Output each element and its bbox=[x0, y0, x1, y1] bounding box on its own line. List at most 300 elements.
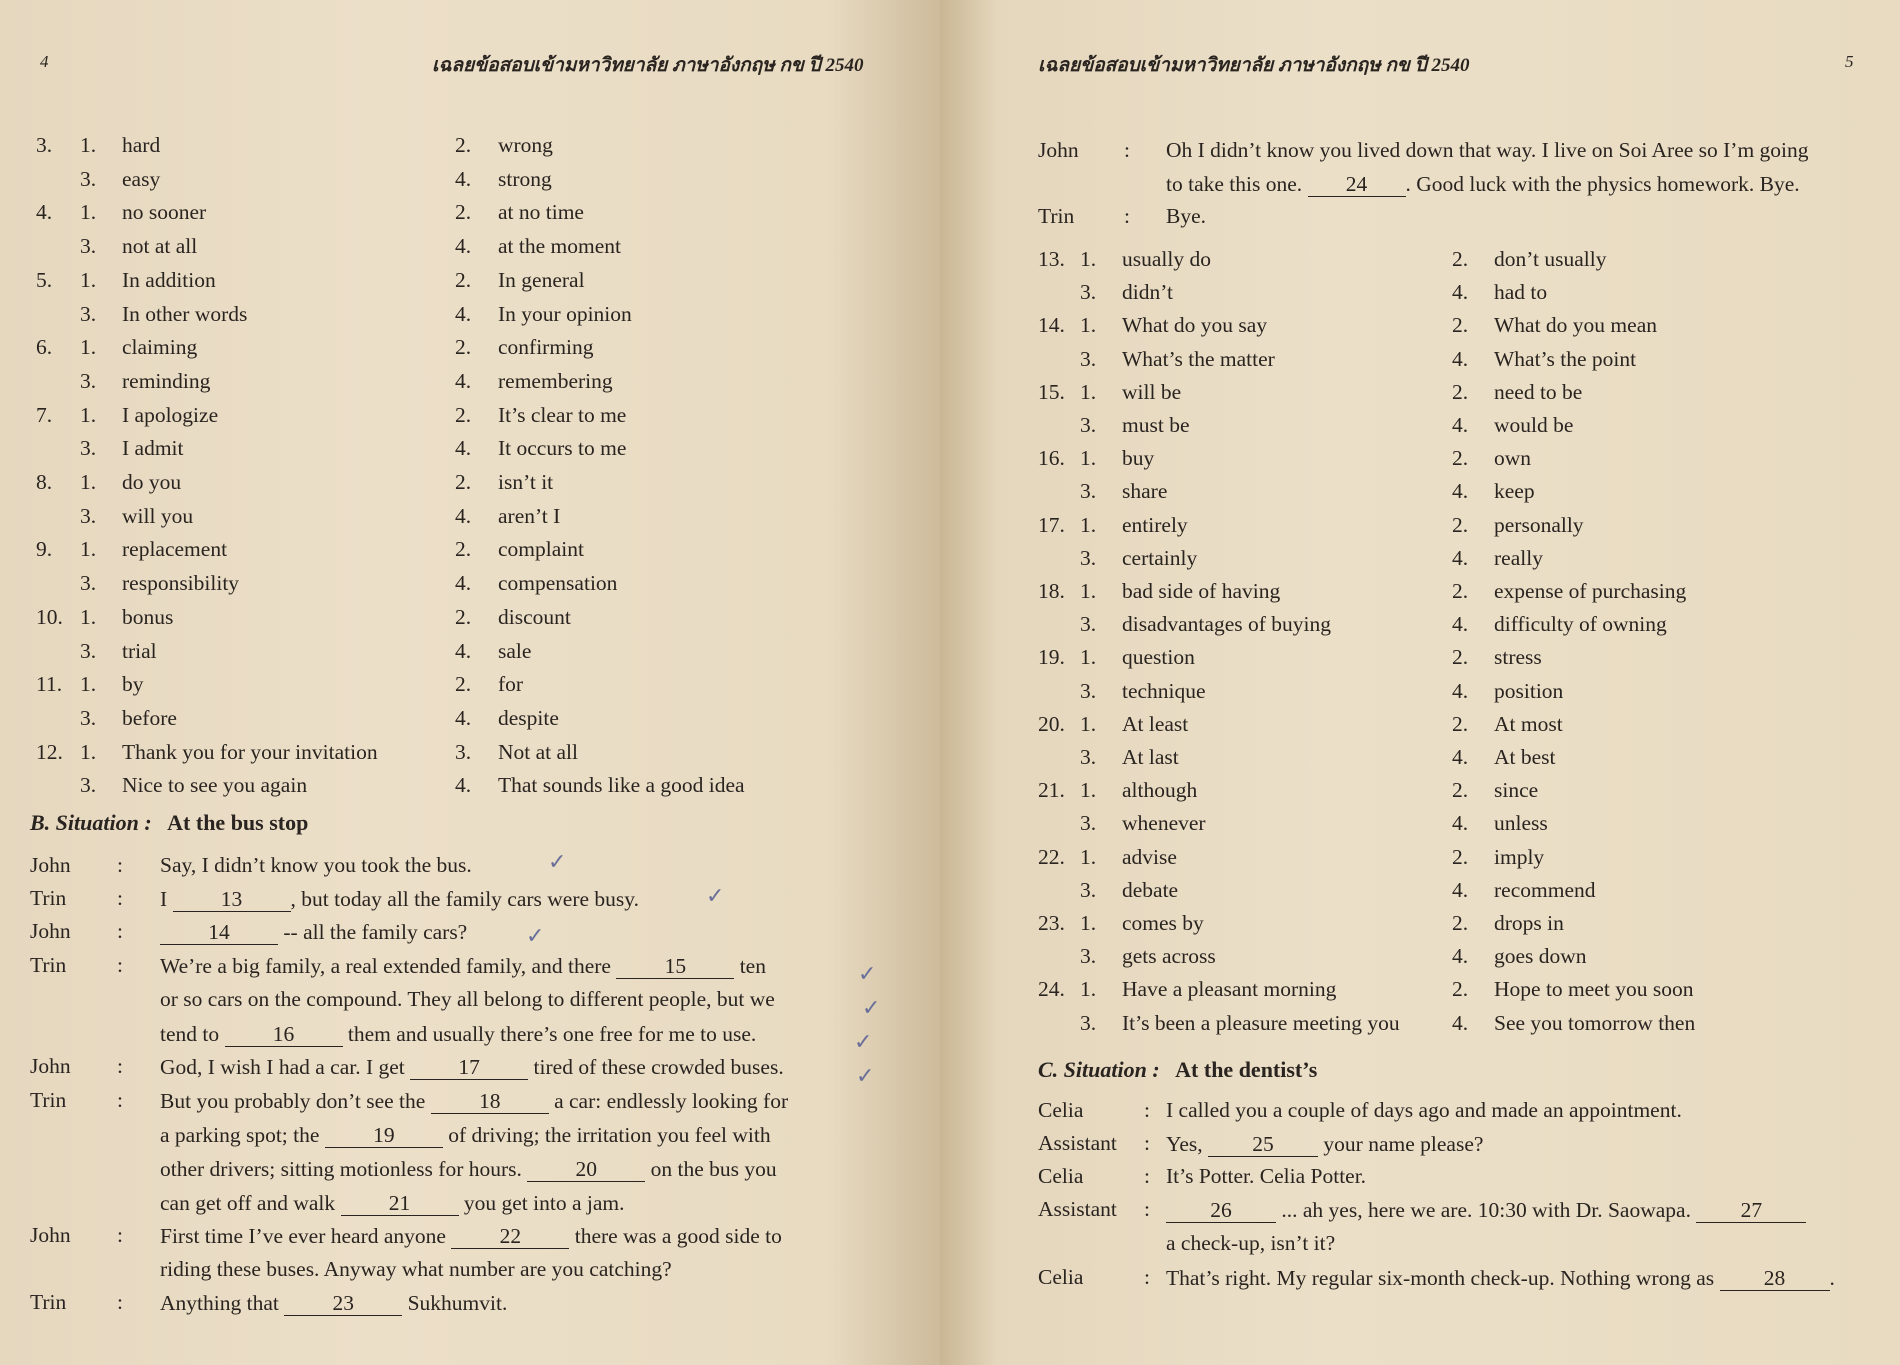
page-header: เฉลยข้อสอบเข้ามหาวิทยาลัย ภาษาอังกฤษ กข ปี 2540 bbox=[432, 55, 864, 76]
speaker-colon: : bbox=[117, 1054, 123, 1078]
question-number: 17. bbox=[1038, 512, 1065, 537]
speaker-name: Trin bbox=[30, 886, 67, 910]
dialogue-line bbox=[1166, 1267, 1835, 1291]
option-text: entirely bbox=[1122, 512, 1188, 537]
option-number: 1. bbox=[1080, 911, 1097, 935]
dialogue-line bbox=[160, 855, 472, 877]
option-number: 4. bbox=[1452, 745, 1469, 769]
option-text: At least bbox=[1122, 711, 1189, 736]
option-text: wrong bbox=[498, 133, 553, 157]
option-number: 2. bbox=[1452, 313, 1469, 338]
option-number: 3. bbox=[80, 705, 97, 730]
option-number: 2. bbox=[455, 672, 472, 697]
option-text: It’s been a pleasure meeting you bbox=[1122, 1010, 1400, 1035]
option-text: At last bbox=[1122, 745, 1179, 769]
dialogue-text: We’re a big family, a real extended family, and there bbox=[160, 954, 617, 978]
dialogue-line bbox=[1166, 1133, 1483, 1157]
answer-blank: 24 bbox=[1308, 173, 1406, 197]
option-text: discount bbox=[498, 604, 571, 629]
option-text: imply bbox=[1494, 844, 1545, 869]
dialogue-line bbox=[160, 888, 639, 912]
option-number: 1. bbox=[1080, 579, 1097, 603]
option-text: remembering bbox=[498, 368, 613, 393]
answer-blank: 26 bbox=[1166, 1199, 1276, 1223]
option-number: 2. bbox=[455, 267, 472, 292]
option-text: usually do bbox=[1122, 247, 1211, 271]
option-text: personally bbox=[1494, 512, 1584, 537]
speaker-name: Trin bbox=[30, 953, 67, 977]
option-text: comes by bbox=[1122, 911, 1204, 935]
option-text: replacement bbox=[122, 537, 228, 562]
dialogue-line bbox=[160, 1292, 507, 1316]
answer-blank: 15 bbox=[616, 955, 734, 979]
question-number: 10. bbox=[36, 604, 63, 629]
question-number: 12. bbox=[36, 739, 63, 764]
option-text: would be bbox=[1494, 413, 1574, 437]
speaker-colon: : bbox=[117, 886, 123, 910]
answer-blank: 14 bbox=[160, 921, 278, 945]
section-title: At the bus stop bbox=[167, 810, 309, 835]
option-text: reminding bbox=[122, 368, 211, 393]
option-text: share bbox=[1122, 479, 1168, 504]
speaker-colon: : bbox=[1144, 1164, 1150, 1188]
option-number: 4. bbox=[455, 638, 472, 663]
option-text: will be bbox=[1122, 379, 1182, 404]
option-text: At most bbox=[1494, 711, 1563, 736]
option-number: 2. bbox=[1452, 512, 1469, 537]
option-number: 4. bbox=[455, 166, 472, 191]
option-number: 2. bbox=[1452, 579, 1469, 603]
speaker-name: Assistant bbox=[1038, 1131, 1117, 1155]
pencil-tick-icon: ✓ bbox=[856, 1064, 875, 1089]
page-header: เฉลยข้อสอบเข้ามหาวิทยาลัย ภาษาอังกฤษ กข ปี 2540 bbox=[1038, 55, 1470, 76]
dialogue-text: can get off and walk bbox=[160, 1191, 341, 1215]
dialogue-text: . bbox=[1829, 1266, 1835, 1290]
option-text: I apologize bbox=[122, 402, 219, 427]
option-number: 4. bbox=[1452, 1010, 1469, 1035]
question-number: 5. bbox=[36, 267, 53, 292]
dialogue-text: Oh I didn’t know you lived down that way. I live on Soi Aree so I’m going bbox=[1166, 138, 1809, 162]
speaker-name: John bbox=[30, 853, 71, 877]
option-text: In other words bbox=[122, 301, 248, 326]
option-text: Not at all bbox=[498, 739, 579, 764]
option-text: compensation bbox=[498, 571, 618, 596]
dialogue-text: tend to bbox=[160, 1022, 225, 1046]
option-number: 2. bbox=[1452, 711, 1469, 736]
option-text: What’s the matter bbox=[1122, 346, 1275, 371]
option-text: by bbox=[122, 672, 144, 697]
option-text: debate bbox=[1122, 877, 1179, 902]
section-heading bbox=[1038, 1057, 1317, 1083]
option-text: need to be bbox=[1494, 379, 1583, 404]
pencil-tick-icon: ✓ bbox=[706, 884, 725, 909]
option-number: 4. bbox=[1452, 612, 1469, 637]
speaker-name: John bbox=[30, 1223, 71, 1247]
dialogue-line bbox=[1166, 140, 1809, 162]
dialogue-line bbox=[1166, 1100, 1682, 1122]
option-number: 3. bbox=[1080, 1010, 1097, 1035]
question-number: 14. bbox=[1038, 313, 1065, 338]
speaker-colon: : bbox=[1144, 1131, 1150, 1155]
option-text: isn’t it bbox=[498, 470, 554, 494]
option-text: at no time bbox=[498, 200, 584, 225]
answer-blank: 23 bbox=[284, 1292, 402, 1316]
option-number: 3. bbox=[1080, 745, 1097, 769]
option-number: 4. bbox=[455, 705, 472, 730]
option-number: 2. bbox=[1452, 844, 1469, 869]
option-text: stress bbox=[1494, 645, 1542, 670]
dialogue-text: -- all the family cars? bbox=[278, 920, 468, 944]
option-number: 3. bbox=[80, 638, 97, 663]
option-text: had to bbox=[1494, 280, 1548, 305]
speaker-name: John bbox=[1038, 138, 1079, 162]
dialogue-line bbox=[160, 1090, 788, 1114]
option-text: Have a pleasant morning bbox=[1122, 977, 1337, 1002]
speaker-colon: : bbox=[117, 1223, 123, 1247]
answer-blank: 27 bbox=[1696, 1199, 1806, 1223]
option-text: It occurs to me bbox=[498, 436, 627, 461]
question-number: 7. bbox=[36, 402, 53, 427]
option-number: 1. bbox=[1080, 313, 1097, 338]
dialogue-text: Say, I didn’t know you took the bus. bbox=[160, 853, 472, 877]
dialogue-text: I called you a couple of days ago and made an appointment. bbox=[1166, 1098, 1682, 1122]
speaker-name: Celia bbox=[1038, 1098, 1084, 1122]
speaker-name: Trin bbox=[1038, 204, 1075, 228]
answer-blank: 21 bbox=[341, 1192, 459, 1216]
option-number: 2. bbox=[455, 537, 472, 562]
option-text: bonus bbox=[122, 604, 174, 629]
option-number: 1. bbox=[80, 604, 97, 629]
option-number: 1. bbox=[1080, 711, 1097, 736]
option-number: 1. bbox=[80, 133, 97, 157]
option-number: 4. bbox=[455, 368, 472, 393]
dialogue-text: a parking spot; the bbox=[160, 1123, 325, 1147]
option-number: 3. bbox=[80, 368, 97, 393]
option-number: 1. bbox=[80, 739, 97, 764]
dialogue-text: to take this one. bbox=[1166, 172, 1308, 196]
page-number: 5 bbox=[1845, 52, 1854, 71]
option-number: 3. bbox=[1080, 413, 1097, 437]
speaker-colon: : bbox=[1124, 204, 1130, 228]
option-text: question bbox=[1122, 645, 1195, 670]
option-number: 4. bbox=[1452, 877, 1469, 902]
option-text: easy bbox=[122, 166, 161, 191]
dialogue-line bbox=[160, 955, 766, 979]
option-number: 1. bbox=[1080, 977, 1097, 1002]
option-number: 2. bbox=[455, 335, 472, 360]
speaker-name: Celia bbox=[1038, 1265, 1084, 1289]
question-number: 3. bbox=[36, 133, 53, 157]
option-text: In general bbox=[498, 267, 585, 292]
dialogue-text: That’s right. My regular six-month check-up. Nothing wrong as bbox=[1166, 1266, 1720, 1290]
option-text: will you bbox=[122, 503, 194, 528]
option-number: 1. bbox=[1080, 379, 1097, 404]
option-text: recommend bbox=[1494, 877, 1596, 902]
option-text: buy bbox=[1122, 446, 1155, 471]
option-number: 4. bbox=[455, 571, 472, 596]
speaker-colon: : bbox=[1124, 138, 1130, 162]
option-number: 1. bbox=[1080, 446, 1097, 471]
option-text: aren’t I bbox=[498, 503, 561, 528]
option-text: really bbox=[1494, 545, 1543, 570]
dialogue-text: your name please? bbox=[1318, 1132, 1484, 1156]
speaker-colon: : bbox=[1144, 1098, 1150, 1122]
pencil-tick-icon: ✓ bbox=[854, 1030, 873, 1055]
dialogue-text: of driving; the irritation you feel with bbox=[442, 1123, 771, 1147]
section-title: At the dentist’s bbox=[1175, 1057, 1318, 1082]
option-text: must be bbox=[1122, 413, 1190, 437]
option-number: 3. bbox=[80, 571, 97, 596]
option-text: certainly bbox=[1122, 545, 1198, 570]
question-number: 23. bbox=[1038, 911, 1065, 935]
option-text: advise bbox=[1122, 844, 1177, 869]
option-text: What do you mean bbox=[1494, 313, 1657, 338]
option-text: despite bbox=[498, 705, 559, 730]
option-number: 1. bbox=[1080, 844, 1097, 869]
option-text: What do you say bbox=[1122, 313, 1268, 338]
option-number: 3. bbox=[80, 234, 97, 259]
option-text: at the moment bbox=[498, 234, 621, 259]
answer-blank: 25 bbox=[1208, 1133, 1318, 1157]
question-number: 11. bbox=[36, 672, 63, 697]
dialogue-text: Anything that bbox=[160, 1291, 285, 1315]
option-text: It’s clear to me bbox=[498, 402, 627, 427]
dialogue-text: riding these buses. Anyway what number are you catching? bbox=[160, 1257, 672, 1281]
option-text: not at all bbox=[122, 234, 198, 259]
answer-blank: 13 bbox=[173, 888, 291, 912]
option-number: 3. bbox=[80, 166, 97, 191]
option-text: trial bbox=[122, 638, 157, 663]
option-number: 2. bbox=[455, 604, 472, 629]
option-number: 2. bbox=[455, 133, 472, 157]
dialogue-text: a car: endlessly looking for bbox=[548, 1089, 789, 1113]
dialogue-text: on the bus you bbox=[645, 1157, 777, 1181]
question-number: 4. bbox=[36, 200, 53, 225]
answer-blank: 22 bbox=[451, 1225, 569, 1249]
option-text: complaint bbox=[498, 537, 584, 562]
option-number: 1. bbox=[80, 672, 97, 697]
option-number: 2. bbox=[1452, 911, 1469, 935]
option-number: 3. bbox=[1080, 678, 1097, 703]
question-number: 19. bbox=[1038, 645, 1065, 670]
dialogue-text: ten bbox=[734, 954, 766, 978]
dialogue-text: . Good luck with the physics homework. Bye. bbox=[1405, 172, 1800, 196]
option-text: whenever bbox=[1122, 811, 1206, 836]
option-number: 1. bbox=[80, 335, 97, 360]
option-text: What’s the point bbox=[1494, 346, 1637, 371]
option-number: 3. bbox=[80, 503, 97, 528]
dialogue-line bbox=[160, 1225, 782, 1249]
speaker-name: Assistant bbox=[1038, 1197, 1117, 1221]
option-number: 4. bbox=[1452, 811, 1469, 836]
dialogue-text: or so cars on the compound. They all belong to different people, but we bbox=[160, 987, 775, 1011]
dialogue-line bbox=[1166, 173, 1800, 197]
option-number: 3. bbox=[1080, 811, 1097, 836]
answer-blank: 17 bbox=[410, 1056, 528, 1080]
option-text: didn’t bbox=[1122, 280, 1173, 305]
dialogue-text: ... ah yes, here we are. 10:30 with Dr. Saowapa. bbox=[1276, 1198, 1697, 1222]
option-number: 4. bbox=[455, 773, 472, 798]
option-text: gets across bbox=[1122, 944, 1216, 969]
speaker-colon: : bbox=[1144, 1265, 1150, 1289]
option-text: responsibility bbox=[122, 571, 240, 596]
answer-blank: 28 bbox=[1720, 1267, 1830, 1291]
dialogue-text: Sukhumvit. bbox=[402, 1291, 508, 1315]
option-number: 3. bbox=[80, 301, 97, 326]
dialogue-line bbox=[160, 1124, 771, 1148]
option-number: 3. bbox=[1080, 346, 1097, 371]
speaker-colon: : bbox=[1144, 1197, 1150, 1221]
speaker-name: Celia bbox=[1038, 1164, 1084, 1188]
question-number: 6. bbox=[36, 335, 53, 360]
option-text: That sounds like a good idea bbox=[498, 773, 745, 798]
option-text: I admit bbox=[122, 436, 184, 461]
speaker-name: Trin bbox=[30, 1290, 67, 1314]
speaker-colon: : bbox=[117, 1088, 123, 1112]
dialogue-text: It’s Potter. Celia Potter. bbox=[1166, 1164, 1367, 1188]
speaker-name: Trin bbox=[30, 1088, 67, 1112]
speaker-colon: : bbox=[117, 1290, 123, 1314]
question-number: 15. bbox=[1038, 379, 1065, 404]
option-number: 3. bbox=[1080, 479, 1097, 504]
dialogue-text: them and usually there’s one free for me to use. bbox=[342, 1022, 757, 1046]
option-number: 4. bbox=[1452, 944, 1469, 969]
option-number: 2. bbox=[1452, 446, 1469, 471]
option-text: drops in bbox=[1494, 911, 1564, 935]
option-text: claiming bbox=[122, 335, 198, 360]
pencil-tick-icon: ✓ bbox=[526, 924, 545, 949]
option-text: In your opinion bbox=[498, 301, 632, 326]
dialogue-text: I bbox=[160, 887, 173, 911]
option-number: 1. bbox=[80, 537, 97, 562]
question-number: 13. bbox=[1038, 247, 1065, 271]
dialogue-text: you get into a jam. bbox=[458, 1191, 625, 1215]
question-number: 8. bbox=[36, 470, 53, 494]
option-number: 2. bbox=[1452, 379, 1469, 404]
option-text: At best bbox=[1494, 745, 1556, 769]
page-number: 4 bbox=[40, 52, 49, 71]
left-page bbox=[0, 0, 940, 1365]
question-number: 21. bbox=[1038, 778, 1065, 803]
option-number: 3. bbox=[80, 773, 97, 798]
option-text: unless bbox=[1494, 811, 1548, 836]
option-text: confirming bbox=[498, 335, 594, 360]
option-text: keep bbox=[1494, 479, 1535, 504]
option-number: 1. bbox=[1080, 512, 1097, 537]
option-number: 4. bbox=[455, 503, 472, 528]
option-number: 2. bbox=[455, 470, 472, 494]
option-number: 4. bbox=[1452, 346, 1469, 371]
dialogue-line bbox=[1166, 206, 1206, 228]
option-number: 3. bbox=[455, 739, 472, 764]
option-text: disadvantages of buying bbox=[1122, 612, 1331, 637]
answer-blank: 20 bbox=[527, 1158, 645, 1182]
option-number: 2. bbox=[455, 402, 472, 427]
dialogue-line bbox=[160, 921, 467, 945]
right-page bbox=[940, 0, 1900, 1365]
question-number: 9. bbox=[36, 537, 53, 562]
dialogue-line bbox=[1166, 1233, 1335, 1255]
option-number: 2. bbox=[1452, 247, 1469, 271]
option-number: 1. bbox=[1080, 645, 1097, 670]
option-number: 1. bbox=[1080, 778, 1097, 803]
option-text: position bbox=[1494, 678, 1564, 703]
option-number: 4. bbox=[455, 436, 472, 461]
option-number: 1. bbox=[80, 267, 97, 292]
question-number: 16. bbox=[1038, 446, 1065, 471]
dialogue-text: there was a good side to bbox=[569, 1224, 782, 1248]
speaker-name: John bbox=[30, 1054, 71, 1078]
option-number: 2. bbox=[1452, 645, 1469, 670]
pencil-tick-icon: ✓ bbox=[548, 850, 567, 875]
option-number: 1. bbox=[80, 470, 97, 494]
answer-blank: 18 bbox=[431, 1090, 549, 1114]
speaker-colon: : bbox=[117, 953, 123, 977]
option-number: 2. bbox=[1452, 778, 1469, 803]
option-number: 4. bbox=[1452, 545, 1469, 570]
option-text: bad side of having bbox=[1122, 579, 1281, 603]
pencil-tick-icon: ✓ bbox=[858, 962, 877, 987]
option-number: 2. bbox=[1452, 977, 1469, 1002]
dialogue-text: other drivers; sitting motionless for hours. bbox=[160, 1157, 528, 1181]
answer-blank: 19 bbox=[325, 1124, 443, 1148]
option-number: 1. bbox=[80, 402, 97, 427]
dialogue-text: God, I wish I had a car. I get bbox=[160, 1055, 411, 1079]
question-number: 24. bbox=[1038, 977, 1065, 1002]
dialogue-line bbox=[1166, 1199, 1806, 1223]
dialogue-line bbox=[160, 1259, 672, 1281]
option-text: before bbox=[122, 705, 177, 730]
option-text: no sooner bbox=[122, 200, 207, 225]
option-number: 4. bbox=[1452, 479, 1469, 504]
dialogue-text: , but today all the family cars were busy. bbox=[290, 887, 640, 911]
option-text: Nice to see you again bbox=[122, 773, 308, 798]
dialogue-text: First time I’ve ever heard anyone bbox=[160, 1224, 452, 1248]
option-text: technique bbox=[1122, 678, 1206, 703]
option-number: 2. bbox=[455, 200, 472, 225]
option-text: don’t usually bbox=[1494, 247, 1607, 271]
section-label: B. Situation : bbox=[30, 810, 152, 835]
speaker-name: John bbox=[30, 919, 71, 943]
dialogue-text: Bye. bbox=[1166, 204, 1207, 228]
section-heading bbox=[30, 810, 308, 836]
speaker-colon: : bbox=[117, 919, 123, 943]
option-text: hard bbox=[122, 133, 161, 157]
section-label: C. Situation : bbox=[1038, 1057, 1160, 1082]
option-number: 3. bbox=[1080, 545, 1097, 570]
question-number: 22. bbox=[1038, 844, 1065, 869]
dialogue-line bbox=[160, 1023, 756, 1047]
question-number: 18. bbox=[1038, 579, 1065, 603]
option-number: 3. bbox=[1080, 280, 1097, 305]
dialogue-text: Yes, bbox=[1166, 1132, 1209, 1156]
question-number: 20. bbox=[1038, 711, 1065, 736]
answer-blank: 16 bbox=[225, 1023, 343, 1047]
dialogue-text: But you probably don’t see the bbox=[160, 1089, 431, 1113]
pencil-tick-icon: ✓ bbox=[862, 996, 881, 1021]
option-text: for bbox=[498, 672, 524, 697]
option-number: 3. bbox=[1080, 877, 1097, 902]
option-text: goes down bbox=[1494, 944, 1587, 969]
option-number: 4. bbox=[1452, 678, 1469, 703]
dialogue-line bbox=[160, 989, 775, 1011]
option-text: do you bbox=[122, 470, 182, 494]
option-text: Thank you for your invitation bbox=[122, 739, 378, 764]
option-number: 4. bbox=[1452, 280, 1469, 305]
option-text: since bbox=[1494, 778, 1539, 803]
speaker-colon: : bbox=[117, 853, 123, 877]
option-text: difficulty of owning bbox=[1494, 612, 1667, 637]
